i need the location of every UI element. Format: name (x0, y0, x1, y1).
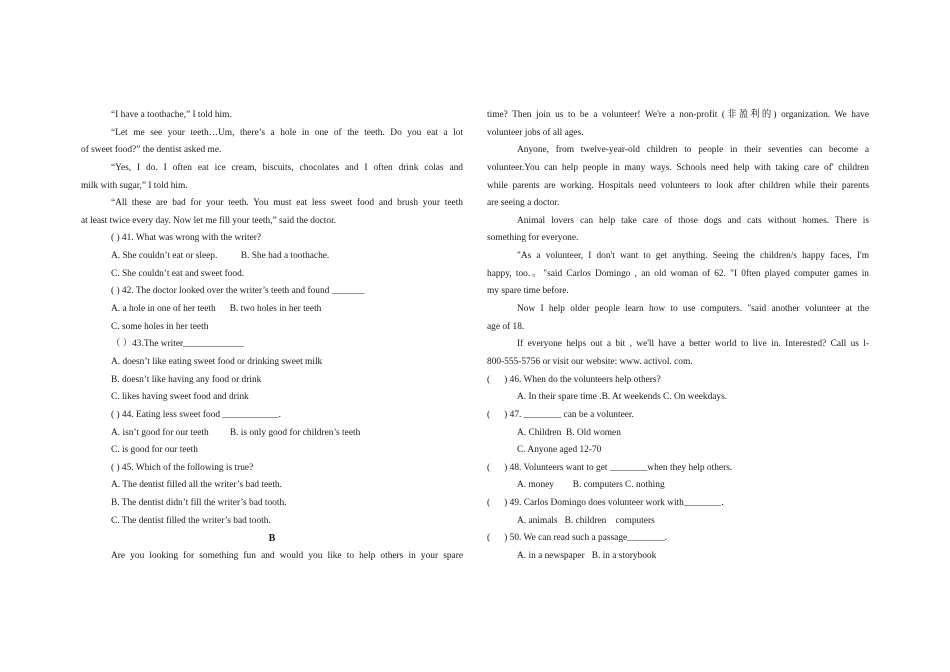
right-text-line: A. money B. computers C. nothing (517, 480, 665, 491)
right-text-line: "As a volunteer, I don't want to get anything. Seeing the children/s happy faces, I'm (517, 251, 869, 262)
left-text-line: “All these are bad for your teeth. You must eat less sweet food and brush your teeth (111, 198, 463, 209)
left-text-line: “Let me see your teeth…Um, there’s a hole in one of the teeth. Do you eat a lot (111, 127, 463, 138)
right-text-line: A. animals B. children computers (517, 515, 655, 526)
left-text-line: milk with sugar,” I told him. (81, 180, 188, 191)
left-text-line: ( ) 41. What was wrong with the writer? (111, 233, 262, 244)
right-text-line: ( ) 48. Volunteers want to get ________when they help others. (487, 462, 733, 473)
right-text-line: volunteer jobs of all ages. (487, 127, 584, 138)
right-text-line: are seeing a doctor. (487, 198, 560, 209)
left-text-line: C. likes having sweet food and drink (111, 392, 249, 403)
left-text-line: ( ) 42. The doctor looked over the writer’s teeth and found _______ (111, 286, 365, 297)
right-text-line: ( ) 49. Carlos Domingo does volunteer work with________. (487, 498, 724, 509)
left-text-line: A. doesn’t like eating sweet food or drinking sweet milk (111, 356, 323, 367)
left-text-line: ( ) 44. Eating less sweet food ____________. (111, 409, 282, 420)
left-column (81, 107, 463, 566)
right-text-line: ( ) 46. When do the volunteers help others? (487, 374, 661, 385)
right-text-line: If everyone helps out a bit , we'll have a better world to live in. Interested? Call us l- (517, 339, 869, 350)
left-text-line: C. She couldn’t eat and sweet food. (111, 268, 245, 279)
left-text-line: C. The dentist filled the writer’s bad tooth. (111, 515, 271, 526)
left-text-line: “I have a toothache,” I told him. (111, 110, 232, 120)
right-text-line: age of 18. (487, 321, 525, 332)
left-text-line: B. doesn’t like having any food or drink (111, 374, 262, 385)
right-text-line: ( ) 50. We can read such a passage________. (487, 533, 668, 544)
left-text-line: Are you looking for something fun and would you like to help others in your spare (111, 551, 463, 562)
left-text-line: B (268, 533, 276, 545)
left-text-line: ( ) 45. Which of the following is true? (111, 462, 254, 473)
left-text-line: B. The dentist didn’t fill the writer’s bad tooth. (111, 498, 287, 509)
right-text-line: 800-555-5756 or visit our website: www. activol. com. (487, 356, 693, 367)
right-text-line: A. in a newspaper B. in a storybook (517, 551, 657, 562)
right-text-line: Anyone, from twelve-year-old children to people in their seventies can become a (517, 145, 869, 156)
right-text-line: volunteer.You can help people in many ways. Schools need help with taking care of' children (487, 162, 869, 173)
right-text-line: A. Children B. Old women (517, 427, 621, 438)
right-text-line: my spare time before. (487, 286, 569, 297)
left-text-line: of sweet food?” the dentist asked me. (81, 145, 222, 156)
right-text-line: ( ) 47. ________ can be a volunteer. (487, 409, 634, 420)
left-text-line: （ ）43.The writer_____________ (111, 339, 245, 350)
left-text-line: “Yes, I do. I often eat ice cream, biscuits, chocolates and I often drink colas and (111, 162, 463, 173)
left-text-line: C. is good for our teeth (111, 445, 198, 456)
left-text-line: C. some holes in her teeth (111, 321, 209, 332)
right-column (487, 107, 869, 566)
left-text-line: A. She couldn’t eat or sleep. B. She had a toothache. (111, 251, 330, 262)
right-text-line: Now I help older people learn how to use computers. "said another volunteer at the (517, 304, 869, 315)
left-text-line: at least twice every day. Now let me fill your teeth,” said the doctor. (81, 215, 337, 226)
right-text-line: happy, too.。"said Carlos Domingo , an old woman of 62. "I 0ften played computer games in (487, 268, 869, 279)
left-text-line: A. The dentist filled all the writer’s bad teeth. (111, 480, 282, 491)
right-text-line: while parents are working. Hospitals need volunteers to look after children while their parents (487, 180, 869, 191)
left-text-line: A. isn’t good for our teeth B. is only good for children’s teeth (111, 427, 361, 438)
left-text-line: A. a hole in one of her teeth B. two holes in her teeth (111, 304, 322, 315)
right-text-line: A. In their spare time .B. At weekends C. On weekdays. (517, 392, 728, 403)
right-text-line: something for everyone. (487, 233, 579, 244)
right-text-line: C. Anyone aged 12-70 (517, 445, 602, 456)
right-text-line: Animal lovers can help take care of those dogs and cats without homes. There is (517, 215, 869, 226)
right-text-line: time? Then join us to be a volunteer! We're a non-profit (非盈利的) organization. We have (487, 110, 869, 120)
